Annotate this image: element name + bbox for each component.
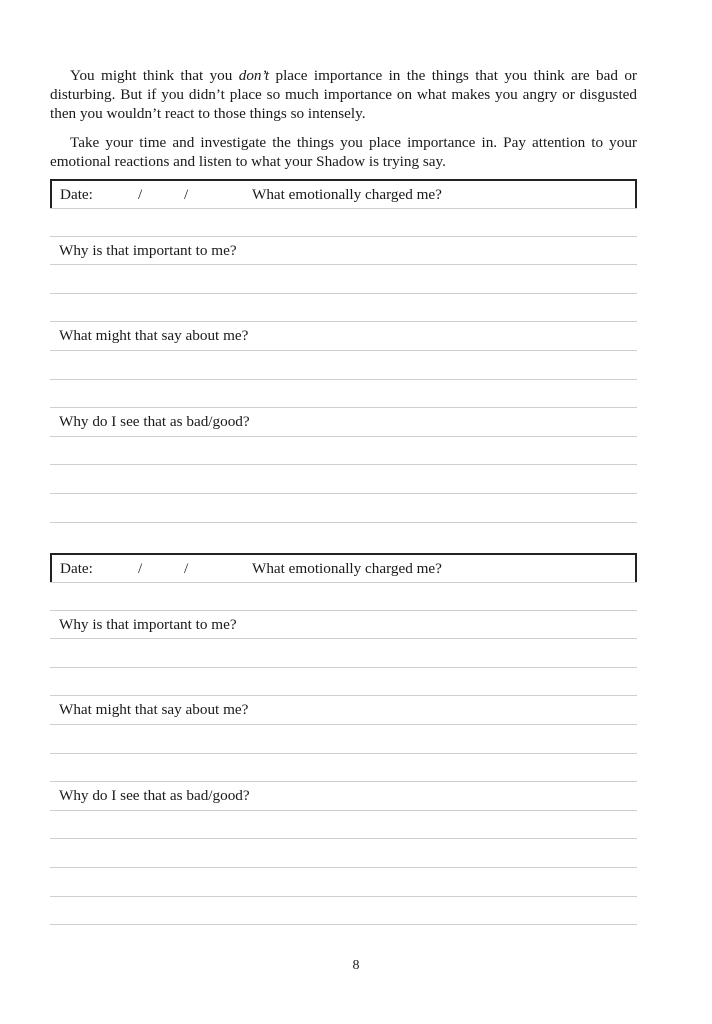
date-separator: / xyxy=(184,186,189,203)
intro-text: Take your time and investigate the things you place importance in. Pay attention to your emotional reactions and listen to what your Shadow is trying say. xyxy=(50,134,637,170)
question-row xyxy=(50,782,637,811)
writing-line[interactable] xyxy=(50,437,637,466)
date-header xyxy=(50,179,637,208)
writing-line[interactable] xyxy=(50,265,637,294)
question-important: Why is that important to me? xyxy=(59,241,237,259)
question-important: Why is that important to me? xyxy=(59,615,237,633)
date-header xyxy=(50,553,637,582)
question-say-about-me: What might that say about me? xyxy=(59,327,249,345)
writing-line[interactable] xyxy=(50,294,637,323)
question-row xyxy=(50,408,637,437)
writing-line[interactable] xyxy=(50,839,637,868)
intro-emphasis: don’t xyxy=(238,67,270,84)
question-row xyxy=(50,696,637,725)
intro-text: You might think that you xyxy=(70,67,239,84)
date-label: Date: xyxy=(60,186,93,203)
date-separator: / xyxy=(138,560,143,577)
writing-line[interactable] xyxy=(50,897,637,926)
writing-line[interactable] xyxy=(50,208,637,237)
writing-line[interactable] xyxy=(50,868,637,897)
writing-line[interactable] xyxy=(50,582,637,611)
date-separator: / xyxy=(138,186,143,203)
writing-line[interactable] xyxy=(50,811,637,840)
charged-prompt: What emotionally charged me? xyxy=(252,186,442,203)
journal-entry xyxy=(50,179,637,523)
question-say-about-me: What might that say about me? xyxy=(59,701,249,719)
question-row xyxy=(50,237,637,266)
question-row xyxy=(50,611,637,640)
writing-line[interactable] xyxy=(50,639,637,668)
page-number: 8 xyxy=(352,958,360,973)
question-row xyxy=(50,322,637,351)
writing-line[interactable] xyxy=(50,380,637,409)
question-bad-good: Why do I see that as bad/good? xyxy=(59,413,250,431)
question-bad-good: Why do I see that as bad/good? xyxy=(59,787,250,805)
date-label: Date: xyxy=(60,560,93,577)
writing-line[interactable] xyxy=(50,351,637,380)
intro-paragraph-1 xyxy=(50,66,637,123)
writing-line[interactable] xyxy=(50,465,637,494)
writing-line[interactable] xyxy=(50,494,637,523)
journal-entry xyxy=(50,553,637,925)
intro-paragraph-2 xyxy=(50,133,637,171)
writing-line[interactable] xyxy=(50,668,637,697)
date-separator: / xyxy=(184,560,189,577)
intro-text: place importance in the things that you think are bad or disturbing. But if you didn’t place so much importance on what makes you angry or disgusted then you wouldn’t react to those things so intensely. xyxy=(50,67,637,122)
writing-line[interactable] xyxy=(50,754,637,783)
writing-line[interactable] xyxy=(50,725,637,754)
charged-prompt: What emotionally charged me? xyxy=(252,560,442,577)
